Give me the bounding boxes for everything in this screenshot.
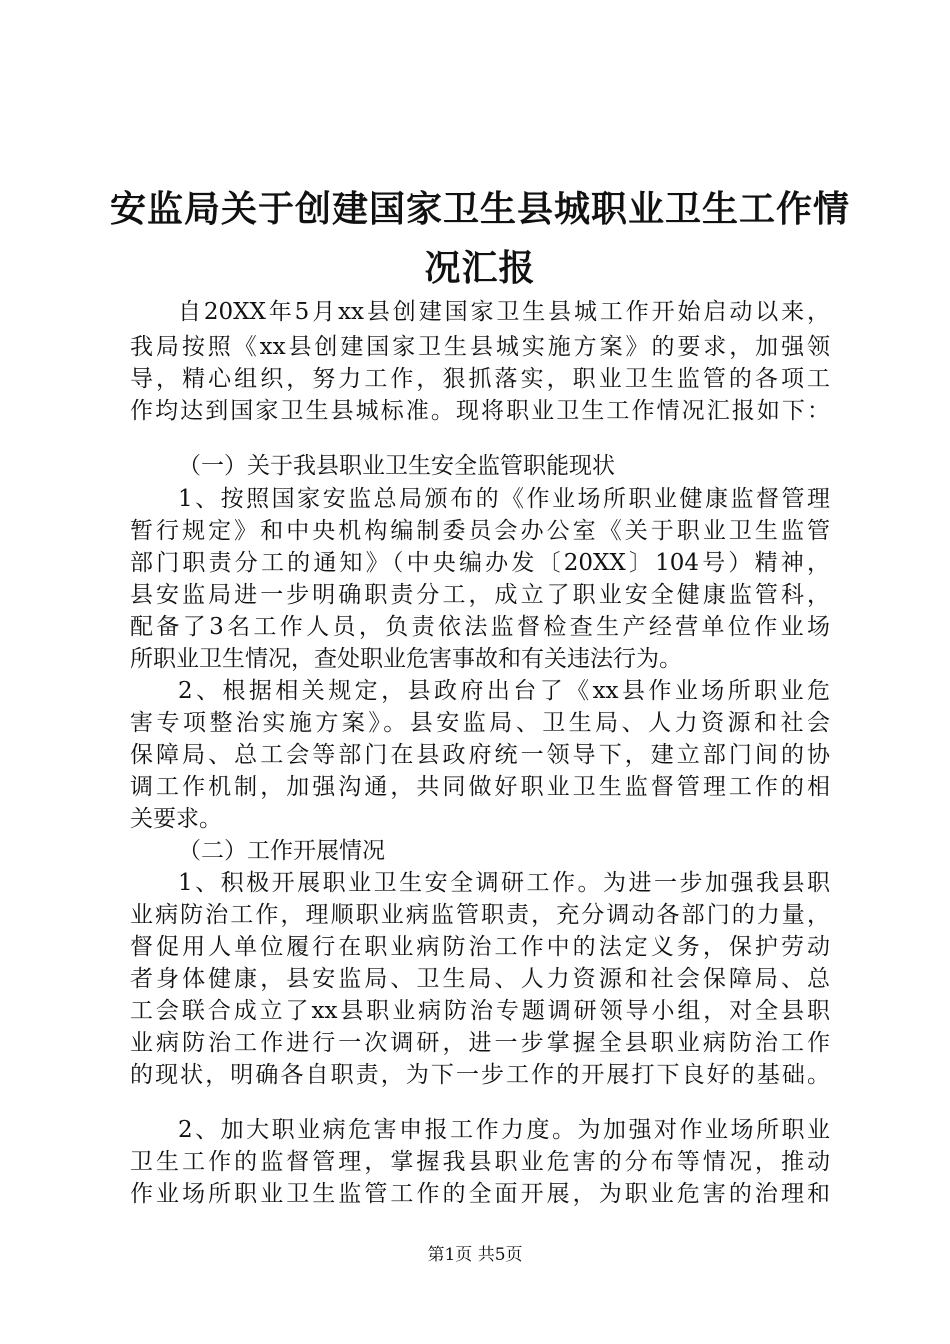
body-line: 作均达到国家卫生县城标准。现将职业卫生工作情况汇报如下：	[130, 398, 830, 424]
body-line: 部门职责分工的通知》（中央编办发〔20XX〕104号）精神，	[130, 550, 830, 576]
body-line: 的现状，明确各自职责，为下一步工作的开展打下良好的基础。	[130, 1062, 830, 1088]
body-line: 暂行规定》和中央机构编制委员会办公室《关于职业卫生监管	[130, 518, 830, 544]
body-line: 害专项整治实施方案》。县安监局、卫生局、人力资源和社会	[130, 710, 830, 736]
section-heading: （一）关于我县职业卫生安全监管职能现状	[178, 453, 615, 479]
body-line: 导，精心组织，努力工作，狠抓落实，职业卫生监管的各项工	[130, 366, 830, 392]
body-line: 我局按照《xx县创建国家卫生县城实施方案》的要求，加强领	[130, 334, 830, 360]
body-line: 保障局、总工会等部门在县政府统一领导下，建立部门间的协	[130, 742, 830, 768]
page-number-footer: 第1页 共5页	[427, 1245, 523, 1265]
body-line: 调工作机制，加强沟通，共同做好职业卫生监督管理工作的相	[130, 774, 830, 800]
body-line: 自20XX年5月xx县创建国家卫生县城工作开始启动以来，	[178, 299, 830, 325]
document-title-line-1: 安监局关于创建国家卫生县城职业卫生工作情	[110, 189, 851, 230]
body-line: 者身体健康，县安监局、卫生局、人力资源和社会保障局、总	[130, 966, 830, 992]
body-line: 督促用人单位履行在职业病防治工作中的法定义务，保护劳动	[130, 934, 830, 960]
body-line: 1、积极开展职业卫生安全调研工作。为进一步加强我县职	[178, 870, 830, 896]
body-line: 县安监局进一步明确职责分工，成立了职业安全健康监管科，	[130, 582, 830, 608]
body-line: 2、加大职业病危害申报工作力度。为加强对作业场所职业	[178, 1117, 830, 1143]
body-line: 卫生工作的监督管理，掌握我县职业危害的分布等情况，推动	[130, 1149, 830, 1175]
section-heading: （二）工作开展情况	[178, 838, 385, 864]
document-title-line-2: 况汇报	[424, 248, 536, 289]
body-line: 所职业卫生情况，查处职业危害事故和有关违法行为。	[130, 646, 682, 672]
body-line: 作业场所职业卫生监管工作的全面开展，为职业危害的治理和	[130, 1181, 830, 1207]
body-line: 业病防治工作，理顺职业病监管职责，充分调动各部门的力量，	[130, 902, 830, 928]
body-line: 关要求。	[130, 806, 222, 832]
body-line: 1、按照国家安监总局颁布的《作业场所职业健康监督管理	[178, 486, 830, 512]
body-line: 工会联合成立了xx县职业病防治专题调研领导小组，对全县职	[130, 998, 830, 1024]
body-line: 业病防治工作进行一次调研，进一步掌握全县职业病防治工作	[130, 1030, 830, 1056]
body-line: 2、根据相关规定，县政府出台了《xx县作业场所职业危	[178, 678, 830, 704]
body-line: 配备了3名工作人员，负责依法监督检查生产经营单位作业场	[130, 614, 830, 640]
